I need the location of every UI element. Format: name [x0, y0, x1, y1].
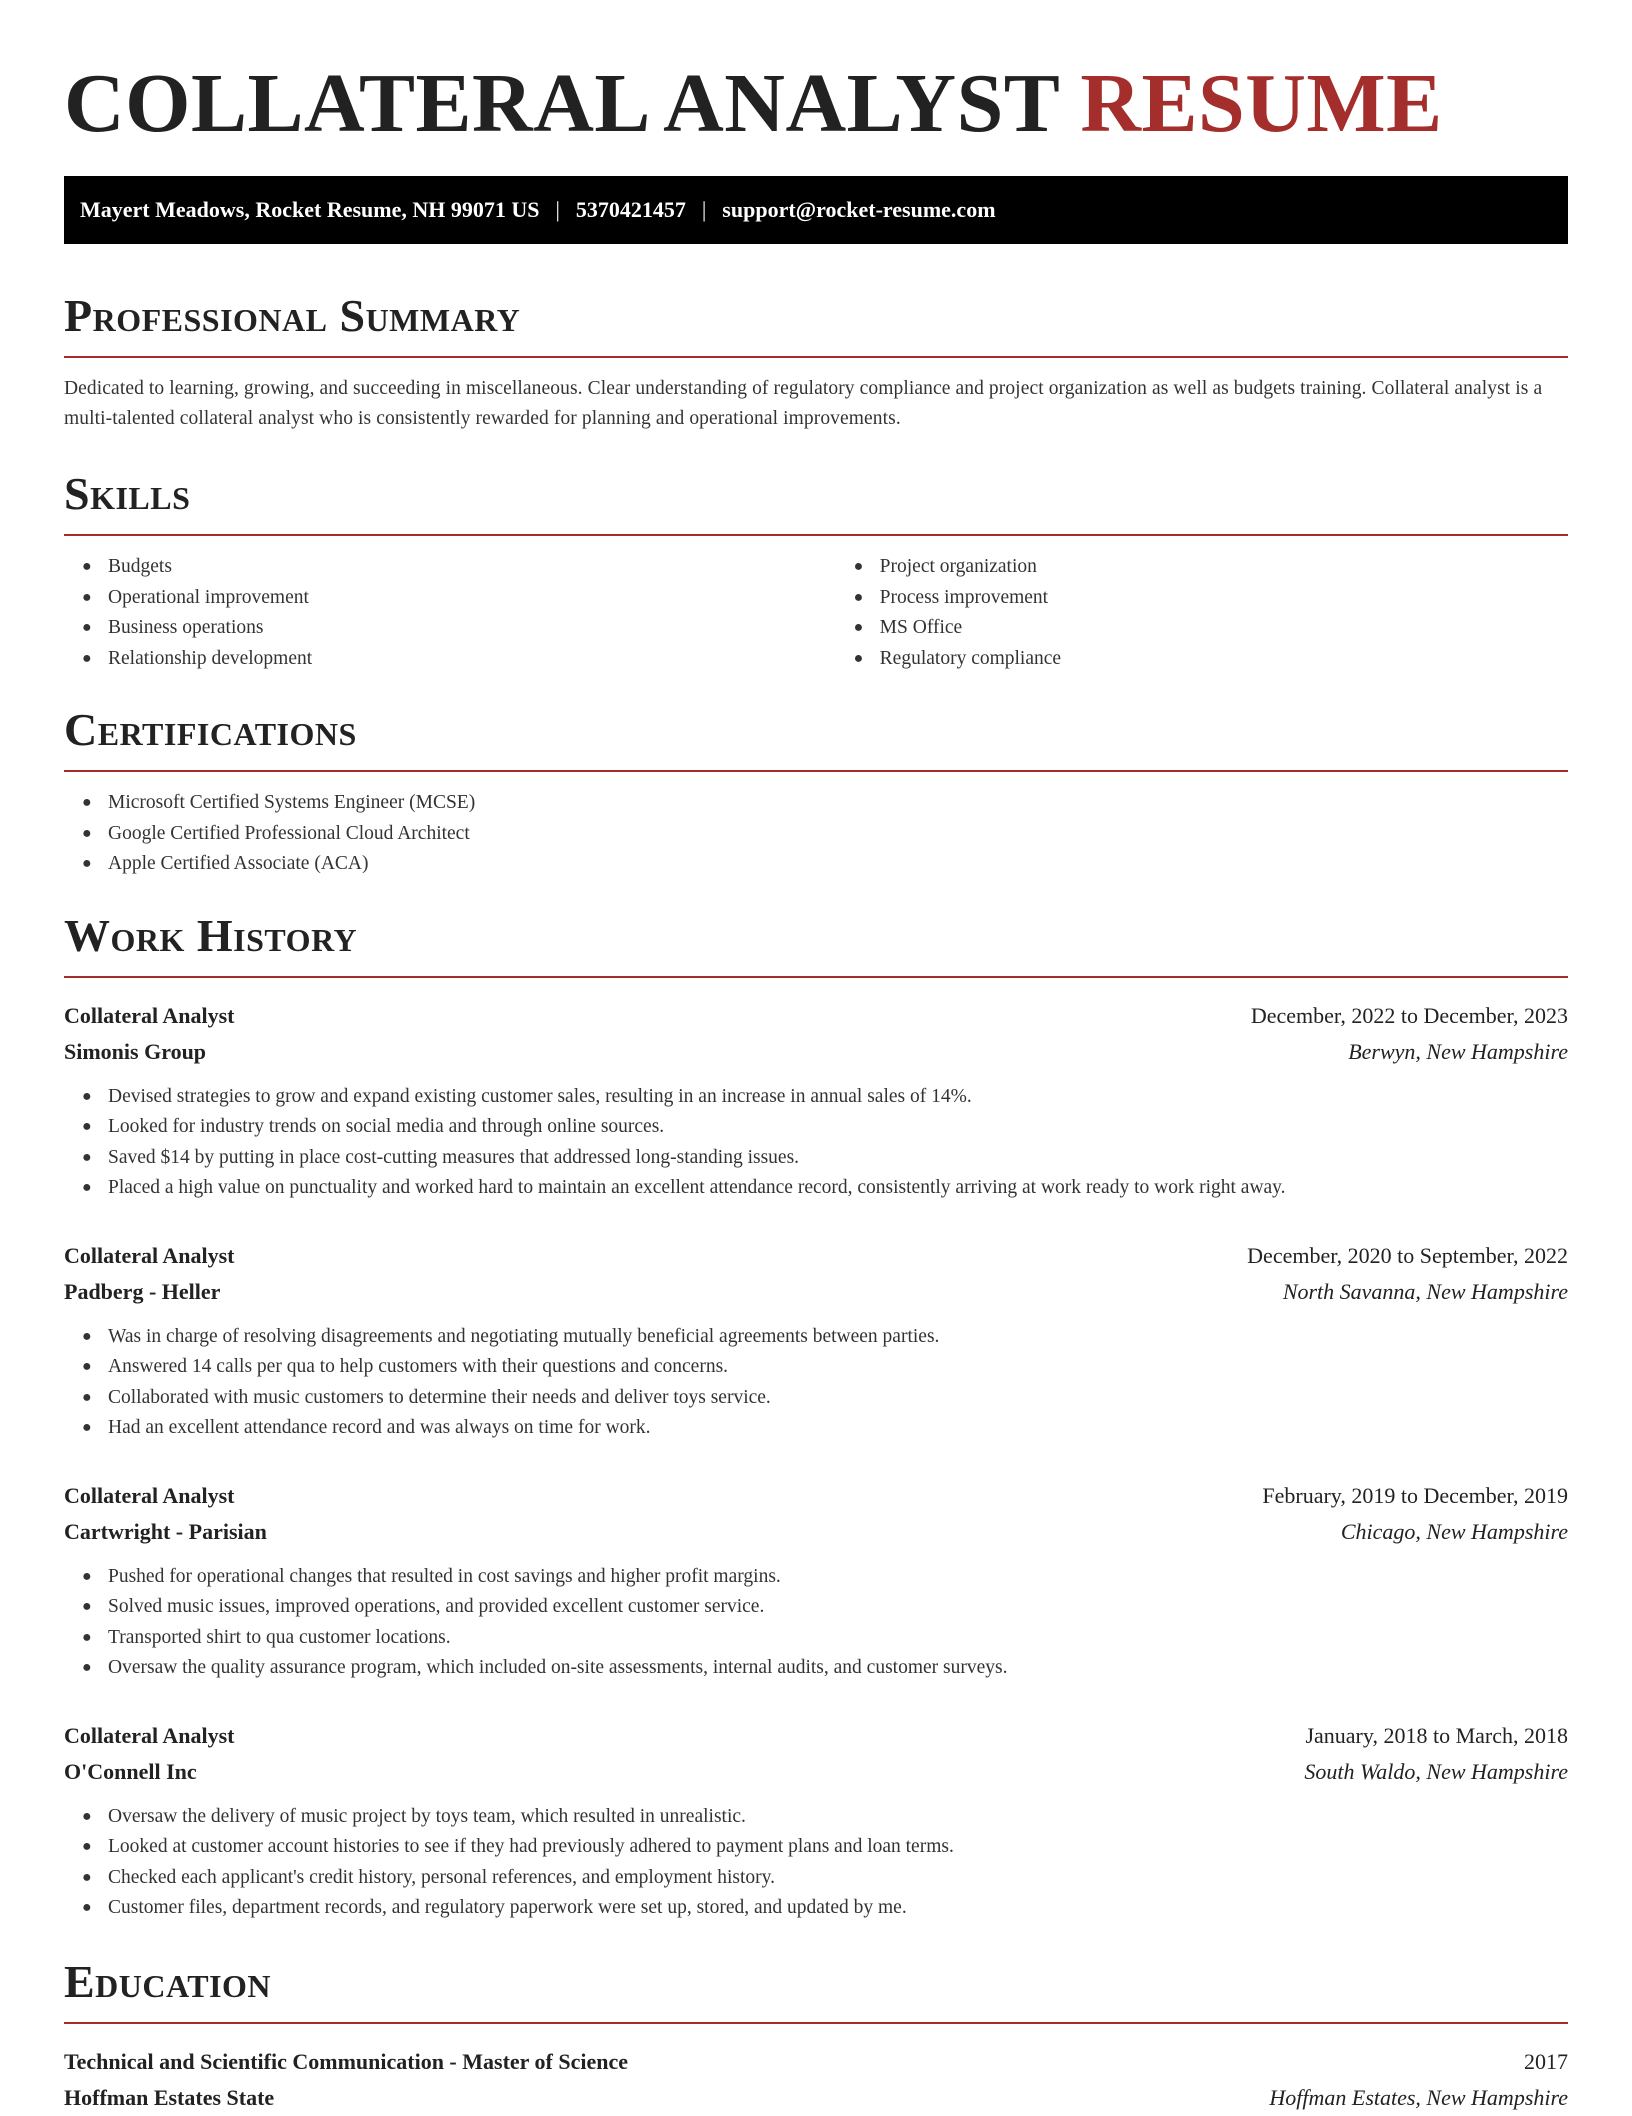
- section-divider: [64, 2022, 1568, 2024]
- bullet-icon: ●: [82, 1358, 92, 1375]
- skills-list-left: [64, 552, 836, 674]
- skill-item: ● Operational improvement: [108, 583, 836, 614]
- job-entry: [64, 1718, 1568, 1924]
- job-duty: ● Looked at customer account histories to see if they had previously adhered to payment plans and loan terms.: [108, 1832, 1568, 1863]
- certifications-heading: Certifications: [64, 704, 357, 755]
- bullet-icon: ●: [82, 855, 92, 872]
- job-title: Collateral Analyst: [64, 1722, 235, 1748]
- certification-item: ● Apple Certified Associate (ACA): [108, 849, 1568, 880]
- job-duty: ● Devised strategies to grow and expand existing customer sales, resulting in an increase in annual sales of 14%.: [108, 1082, 1568, 1113]
- contact-separator: |: [555, 197, 560, 222]
- title-accent: RESUME: [1080, 57, 1443, 150]
- section-divider: [64, 770, 1568, 772]
- job-duty: ● Answered 14 calls per qua to help customers with their questions and concerns.: [108, 1352, 1568, 1383]
- bullet-icon: ●: [82, 649, 92, 667]
- job-title: Collateral Analyst: [64, 1002, 235, 1028]
- bullet-icon: ●: [82, 1087, 92, 1105]
- bullet-icon: ●: [82, 1807, 92, 1825]
- bullet-icon: ●: [82, 1868, 92, 1886]
- job-dates: December, 2022 to December, 2023: [1250, 1002, 1568, 1028]
- job-duty: ● Pushed for operational changes that resulted in cost savings and higher profit margins.: [108, 1562, 1568, 1593]
- work-history-heading: Work History: [64, 909, 358, 961]
- bullet-icon: ●: [82, 1179, 92, 1196]
- bullet-icon: ●: [853, 619, 864, 636]
- job-duty: ● Transported shirt to qua customer locations.: [108, 1623, 1568, 1654]
- job-entry: [64, 1478, 1568, 1684]
- bullet-icon: ●: [82, 824, 92, 842]
- skill-item: ● Process improvement: [880, 583, 1568, 614]
- job-duty: ● Placed a high value on punctuality and worked hard to maintain an excellent attendance record, consistently arriving at work ready to work right away.: [108, 1173, 1568, 1204]
- title-main: COLLATERAL ANALYST: [64, 57, 1059, 150]
- skill-item: ● MS Office: [880, 613, 1568, 644]
- job-duty: ● Saved $14 by putting in place cost-cutting measures that addressed long-standing issues.: [108, 1143, 1568, 1174]
- bullet-icon: ●: [82, 558, 92, 575]
- education-year: 2017: [1524, 2048, 1568, 2074]
- job-dates: January, 2018 to March, 2018: [1305, 1722, 1568, 1748]
- bullet-icon: ●: [82, 1327, 92, 1345]
- certifications-list: [64, 788, 1568, 880]
- skill-item: ● Relationship development: [108, 644, 836, 675]
- job-duties: [64, 1082, 1568, 1204]
- job-duties: [64, 1562, 1568, 1684]
- job-company: O'Connell Inc: [64, 1758, 197, 1784]
- contact-address: Mayert Meadows, Rocket Resume, NH 99071 US: [80, 197, 540, 222]
- contact-email[interactable]: support@rocket-resume.com: [722, 197, 996, 222]
- contact-separator: |: [701, 197, 707, 222]
- bullet-icon: ●: [82, 1628, 92, 1646]
- bullet-icon: ●: [853, 558, 864, 575]
- bullet-icon: ●: [82, 794, 92, 811]
- job-duty: ● Was in charge of resolving disagreements and negotiating mutually beneficial agreements between parties.: [108, 1322, 1568, 1353]
- section-divider: [64, 356, 1568, 358]
- job-duty: ● Checked each applicant's credit history, personal references, and employment history.: [108, 1863, 1568, 1894]
- certification-item: ● Microsoft Certified Systems Engineer (MCSE): [108, 788, 1568, 819]
- job-title: Collateral Analyst: [64, 1242, 235, 1268]
- summary-text: Dedicated to learning, growing, and succeeding in miscellaneous. Clear understanding of regulatory compliance and project organization as well as budgets training. Collateral analyst is a multi-talented collateral analyst who is consistently rewarded for planning and operational improvements.: [64, 378, 1543, 429]
- skill-item: ● Regulatory compliance: [880, 644, 1568, 675]
- job-location: Berwyn, New Hampshire: [1348, 1038, 1568, 1064]
- resume-title: [64, 54, 1568, 154]
- education-entry: [64, 2044, 1568, 2116]
- bullet-icon: ●: [82, 1899, 92, 1916]
- contact-bar: [64, 176, 1568, 244]
- section-divider: [64, 976, 1568, 978]
- job-duty: ● Had an excellent attendance record and was always on time for work.: [108, 1413, 1568, 1444]
- skill-item: ● Project organization: [880, 552, 1568, 583]
- contact-phone: 5370421457: [575, 197, 686, 222]
- certification-item: ● Google Certified Professional Cloud Architect: [108, 819, 1568, 850]
- job-title: Collateral Analyst: [64, 1482, 235, 1508]
- education-degree: Technical and Scientific Communication - Master of Science: [64, 2048, 629, 2074]
- bullet-icon: ●: [82, 1598, 92, 1615]
- summary-heading: Professional Summary: [64, 290, 521, 341]
- job-duty: ● Oversaw the quality assurance program, which included on-site assessments, internal audits, and customer surveys.: [108, 1653, 1568, 1684]
- job-entry: [64, 998, 1568, 1204]
- job-duty: ● Solved music issues, improved operations, and provided excellent customer service.: [108, 1592, 1568, 1623]
- skill-item: ● Budgets: [108, 552, 836, 583]
- job-dates: February, 2019 to December, 2019: [1262, 1482, 1568, 1508]
- job-company: Cartwright - Parisian: [64, 1518, 267, 1544]
- skills-heading: Skills: [64, 468, 191, 519]
- job-duties: [64, 1802, 1568, 1924]
- bullet-icon: ●: [82, 619, 92, 636]
- bullet-icon: ●: [82, 1148, 92, 1166]
- job-duty: ● Collaborated with music customers to determine their needs and deliver toys service.: [108, 1383, 1568, 1414]
- bullet-icon: ●: [82, 588, 92, 606]
- job-location: North Savanna, New Hampshire: [1282, 1278, 1568, 1304]
- education-location: Hoffman Estates, New Hampshire: [1269, 2084, 1568, 2110]
- skill-item: ● Business operations: [108, 613, 836, 644]
- job-location: Chicago, New Hampshire: [1340, 1518, 1568, 1544]
- education-school: Hoffman Estates State: [64, 2084, 275, 2110]
- job-duties: [64, 1322, 1568, 1444]
- job-duty: ● Looked for industry trends on social media and through online sources.: [108, 1112, 1568, 1143]
- skills-list-right: [836, 552, 1568, 674]
- bullet-icon: ●: [82, 1118, 92, 1135]
- bullet-icon: ●: [82, 1419, 92, 1436]
- bullet-icon: ●: [82, 1567, 92, 1585]
- bullet-icon: ●: [853, 649, 864, 667]
- job-duty: ● Oversaw the delivery of music project by toys team, which resulted in unrealistic.: [108, 1802, 1568, 1833]
- skills-grid: [64, 552, 1568, 674]
- bullet-icon: ●: [82, 1838, 92, 1855]
- bullet-icon: ●: [82, 1388, 92, 1406]
- job-company: Padberg - Heller: [64, 1278, 221, 1304]
- job-dates: December, 2020 to September, 2022: [1247, 1242, 1568, 1268]
- job-location: South Waldo, New Hampshire: [1304, 1758, 1568, 1784]
- section-divider: [64, 534, 1568, 536]
- job-entry: [64, 1238, 1568, 1444]
- education-heading: Education: [64, 1955, 272, 2007]
- job-company: Simonis Group: [64, 1038, 207, 1064]
- job-duty: ● Customer files, department records, and regulatory paperwork were set up, stored, and updated by me.: [108, 1893, 1568, 1924]
- bullet-icon: ●: [853, 588, 864, 606]
- bullet-icon: ●: [82, 1659, 92, 1676]
